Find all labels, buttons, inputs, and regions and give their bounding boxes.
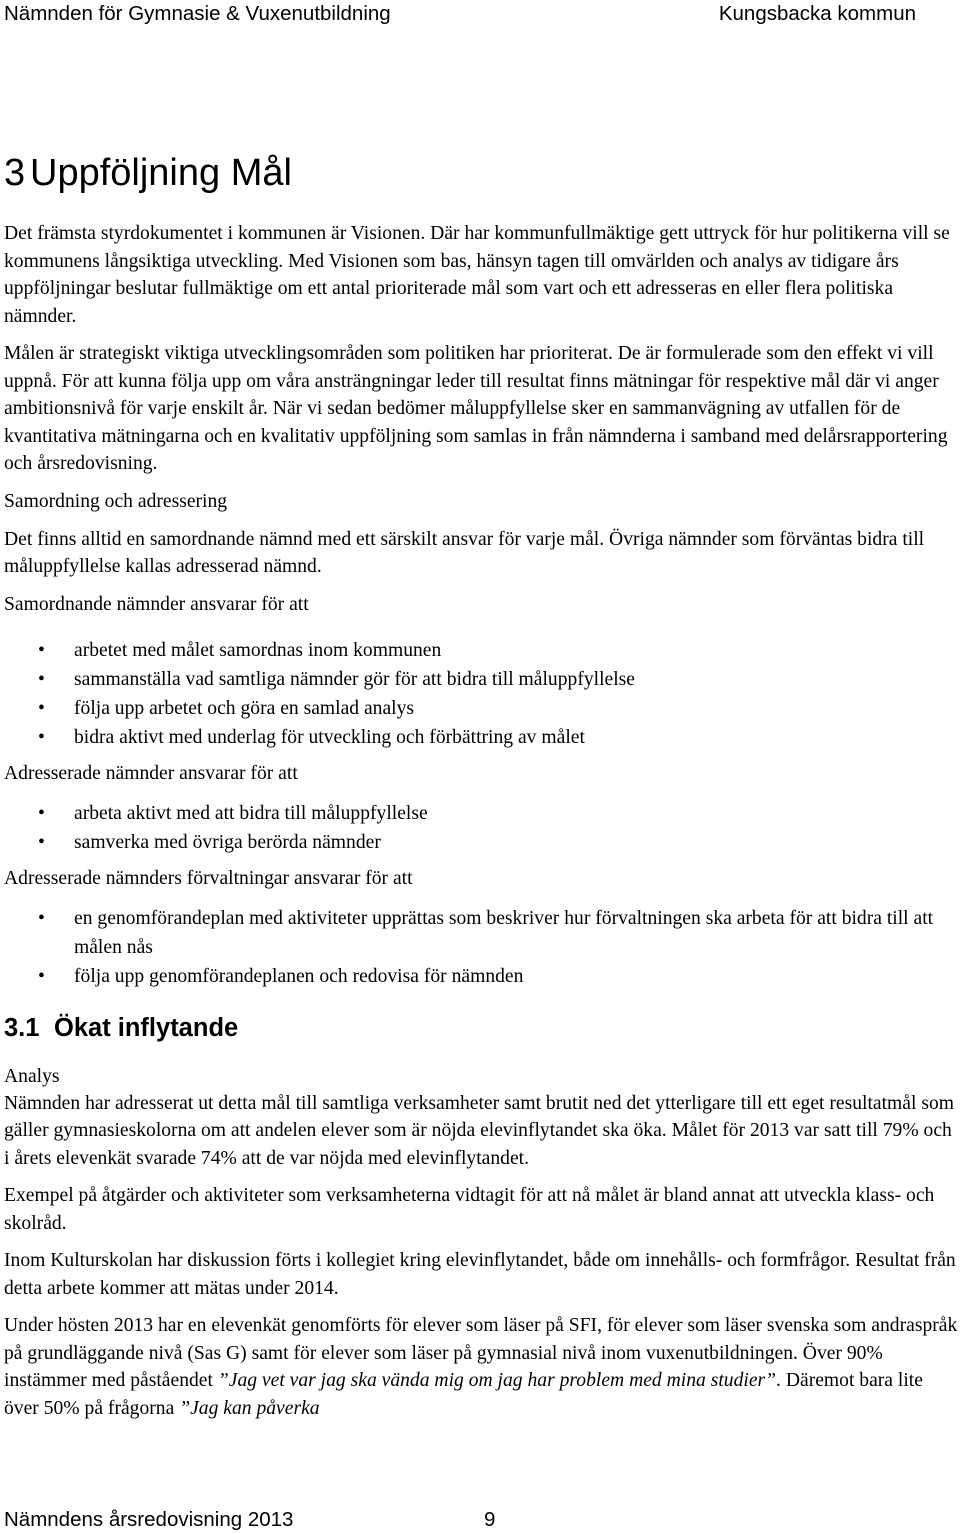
list-item: • följa upp genomförandeplanen och redovisa för nämnden	[4, 962, 959, 991]
analys-label: Analys	[4, 1065, 60, 1087]
quote-1: ”Jag vet var jag ska vända mig om jag har problem med mina studier”	[217, 1370, 777, 1391]
header-municipality: Kungsbacka kommun	[718, 2, 916, 25]
list-item: • följa upp arbetet och göra en samlad analys	[4, 694, 959, 723]
list-item: • samverka med övriga berörda nämnder	[4, 828, 959, 857]
subsection-title: Ökat inflytande	[54, 1013, 239, 1042]
bullet-icon: •	[38, 831, 45, 853]
subheading-forvaltningar: Adresserade nämnders förvaltningar ansvarar för att	[4, 867, 413, 889]
bullet-icon: •	[38, 726, 45, 748]
section-heading	[4, 150, 959, 196]
subheading-samordnande: Samordnande nämnder ansvarar för att	[4, 593, 309, 615]
subsection-number: 3.1	[4, 1013, 40, 1042]
list-item: • en genomförandeplan med aktiviteter upprättas som beskriver hur förvaltningen ska arbeta för att bidra till att målen nås	[4, 904, 959, 962]
list-samordnande	[4, 636, 959, 752]
page-header	[4, 2, 956, 32]
section-number: 3	[4, 152, 26, 194]
list-item: • arbetet med målet samordnas inom kommunen	[4, 636, 959, 665]
list-item: • sammanställa vad samtliga nämnder gör för att bidra till måluppfyllelse	[4, 665, 959, 694]
quote-2: ”Jag kan påverka	[179, 1397, 320, 1419]
analys-paragraph-3: Inom Kulturskolan har diskussion förts i kollegiet kring elevinflytandet, både om innehålls- och formfrågor. Resultat från detta arbete kommer att mätas under 2014.	[4, 1250, 956, 1299]
intro-paragraph: Det främsta styrdokumentet i kommunen är Visionen. Där har kommunfullmäktige gett uttryck för hur politikerna vill se kommunens långsiktiga utveckling. Med Visionen som bas, hänsyn tagen till omvärlden och analys av tidigare års uppföljningar beslutar fullmäktige om ett antal prioriterade mål som vart och ett adresseras en eller flera politiska nämnder.	[4, 223, 950, 327]
page-footer	[4, 1508, 496, 1532]
list-item: • arbeta aktivt med att bidra till måluppfyllelse	[4, 799, 959, 828]
analys-paragraph-1: Nämnden har adresserat ut detta mål till samtliga verksamheter samt brutit ned det ytterligare till ett eget resultatmål som gäller gymnasieskolorna om att andelen elever som är nöjda elevinflytandet ska öka. Målet för 2013 var satt till 79% och i årets elevenkät svarade 74% att de var nöjda med elevinflytandet.	[4, 1092, 954, 1169]
bullet-icon: •	[38, 965, 45, 987]
subsection-heading	[4, 1013, 959, 1043]
list-item: • bidra aktivt med underlag för utveckling och förbättring av målet	[4, 723, 959, 752]
bullet-icon: •	[38, 907, 45, 929]
document-body	[4, 150, 959, 1432]
subheading-samordning: Samordning och adressering	[4, 490, 228, 512]
bullet-icon: •	[38, 639, 45, 661]
analys-paragraph-4: Under hösten 2013 har en elevenkät genomförts för elever som läser på SFI, för elever som läser svenska som andraspråk på grundläggande nivå (Sas G) samt för elever som läser på gymnasial nivå inom vuxenutbildningen. Över 90% instämmer med påståendet ”Jag vet var jag ska vända mig om jag har problem med mina studier”. Däremot bara lite över 50% på frågorna ”Jag kan påverka	[4, 1315, 958, 1419]
bullet-icon: •	[38, 802, 45, 824]
section-title: Uppföljning Mål	[30, 152, 292, 194]
analys-paragraph-2: Exempel på åtgärder och aktiviteter som verksamheterna vidtagit för att nå målet är bland annat att utveckla klass- och skolråd.	[4, 1185, 935, 1234]
bullet-icon: •	[38, 668, 45, 690]
list-forvaltningar	[4, 904, 959, 991]
subheading-adresserade: Adresserade nämnder ansvarar för att	[4, 762, 298, 784]
bullet-icon: •	[38, 697, 45, 719]
page-number: 9	[484, 1508, 496, 1531]
footer-title: Nämndens årsredovisning 2013	[4, 1508, 294, 1531]
list-adresserade	[4, 799, 959, 857]
header-organization: Nämnden för Gymnasie & Vuxenutbildning	[4, 2, 391, 25]
goals-paragraph: Målen är strategiskt viktiga utvecklingsområden som politiken har prioriterat. De är formulerade som den effekt vi vill uppnå. För att kunna följa upp om våra ansträngningar leder till resultat finns mätningar för respektive mål där vi anger ambitionsnivå för varje enskilt år. När vi sedan bedömer måluppfyllelse sker en sammanvägning av utfallen för de kvantitativa mätningarna och en kvalitativ uppföljning som samlas in från nämnderna i samband med delårsrapportering och årsredovisning.	[4, 343, 948, 474]
samordning-paragraph: Det finns alltid en samordnande nämnd med ett särskilt ansvar för varje mål. Övriga nämnder som förväntas bidra till måluppfyllelse kallas adresserad nämnd.	[4, 528, 925, 577]
